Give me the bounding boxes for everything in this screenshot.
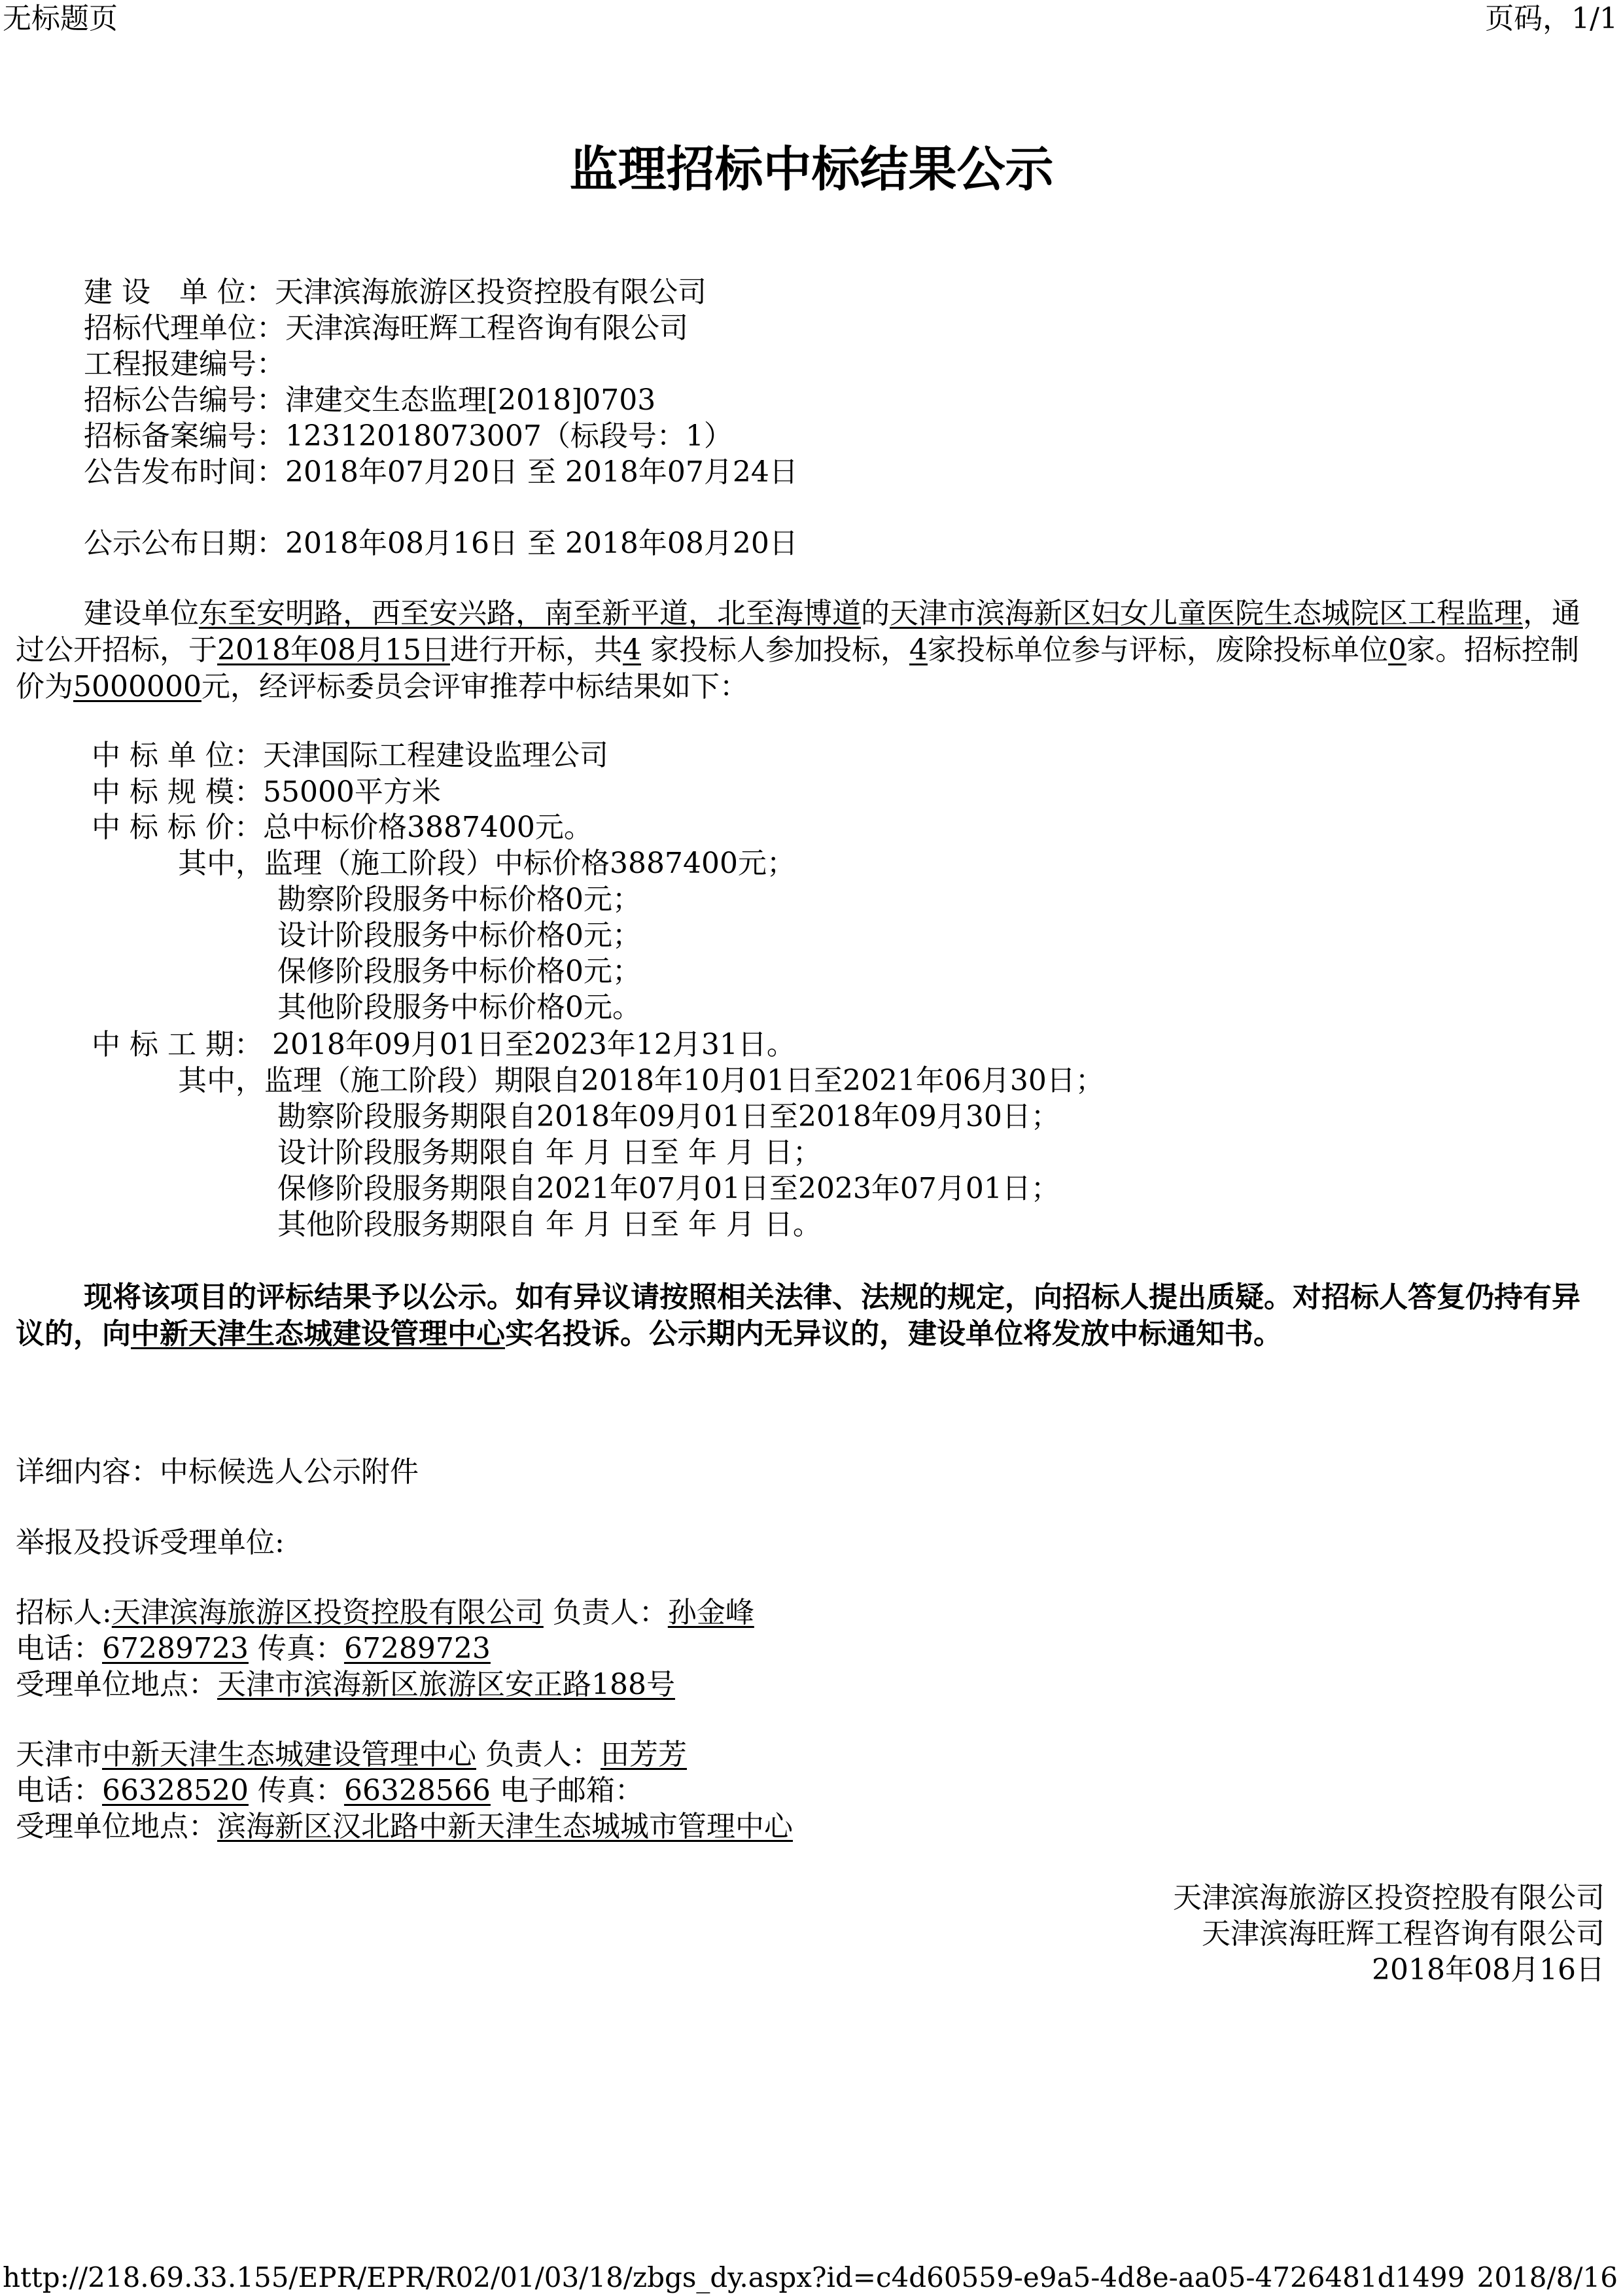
authority-person: 田芳芳 <box>601 1738 687 1771</box>
signature-date: 2018年08月16日 <box>1372 1953 1605 1987</box>
tenderer-label: 招标人: <box>16 1596 112 1629</box>
winner-unit: 中 标 单 位：天津国际工程建设监理公司 <box>92 739 608 772</box>
tenderer-row <box>16 1597 754 1629</box>
price-item: 勘察阶段服务中标价格0元； <box>277 883 641 916</box>
record-no-value: 12312018073007（标段号：1） <box>285 419 733 453</box>
announce-label: 公示公布日期： <box>84 527 285 560</box>
period-item: 其中，监理（施工阶段）期限自2018年10月01日至2021年06月30日； <box>178 1064 1104 1097</box>
authority-address: 滨海新区汉北路中新天津生态城城市管理中心 <box>217 1810 793 1843</box>
authority-contact-row <box>16 1775 644 1807</box>
builder-label: 建 设 单 位： <box>84 275 275 309</box>
tenderer-fax: 67289723 <box>343 1632 491 1665</box>
intro-text: 建设单位 <box>84 597 199 630</box>
price-item: 保修阶段服务中标价格0元； <box>277 955 641 988</box>
authority-name: 中新天津生态城建设管理中心 <box>102 1738 476 1771</box>
price-item: 其他阶段服务中标价格0元。 <box>277 991 641 1024</box>
authority-fax-label: 传真： <box>248 1774 344 1807</box>
winner-price: 中 标 标 价：总中标价格3887400元。 <box>92 811 593 844</box>
agent-row <box>84 312 688 344</box>
project-location: 东至安明路，西至安兴路，南至新平道，北至海博道 <box>199 597 861 630</box>
period-item: 设计阶段服务期限自 年 月 日至 年 月 日； <box>277 1136 822 1169</box>
agent-value: 天津滨海旺辉工程咨询有限公司 <box>285 311 688 345</box>
intro-text: 进行开标，共 <box>449 633 623 667</box>
tenderer-address-row <box>16 1669 675 1701</box>
notice-text: 实名投诉。公示期内无异议的，建设单位将发放中标通知书。 <box>505 1317 1282 1351</box>
project-no-row <box>84 348 285 380</box>
tenderer-contact-row <box>16 1633 491 1665</box>
project-name: 天津市滨海新区妇女儿童医院生态城院区工程监理 <box>890 597 1523 630</box>
intro-text: 的 <box>861 597 890 630</box>
authority-address-label: 受理单位地点： <box>16 1810 217 1843</box>
intro-text: 家投标单位参与评标，废除投标单位 <box>927 633 1388 667</box>
header-title: 无标题页 <box>3 2 118 35</box>
rejected-count: 0 <box>1387 633 1406 667</box>
publish-row <box>84 456 798 488</box>
tenderer-fax-label: 传真： <box>248 1632 344 1665</box>
authority-person-label: 负责人： <box>476 1738 601 1771</box>
winner-scale: 中 标 规 模：55000平方米 <box>92 775 441 809</box>
footer-url: http://218.69.33.155/EPR/EPR/R02/01/03/18/zbgs_dy.aspx?id=c4d60559-e9a5-4d8e-aa05-4726481d1499 <box>3 2261 1465 2293</box>
details-line: 详细内容：中标候选人公示附件 <box>16 1455 419 1489</box>
period-item: 保修阶段服务期限自2021年07月01日至2023年07月01日； <box>277 1172 1060 1205</box>
tenderer-address-label: 受理单位地点： <box>16 1668 217 1701</box>
signature-line-1: 天津滨海旅游区投资控股有限公司 <box>1173 1881 1605 1915</box>
evaluated-count: 4 <box>909 633 928 667</box>
header-page-number: 页码，1/1 <box>1485 2 1618 35</box>
intro-text: 家。招标控制价为 <box>16 633 1579 703</box>
authority-fax: 66328566 <box>343 1774 491 1807</box>
notice-text: 现将该项目的评标结果予以公示。如有异议请按照相关法律、法规的规定，向招标人提出质疑。对招标人答复仍持有异议的，向 <box>16 1280 1580 1351</box>
record-no-label: 招标备案编号： <box>84 419 285 453</box>
notice-paragraph <box>16 1279 1602 1352</box>
notice-authority: 中新天津生态城建设管理中心 <box>131 1317 505 1351</box>
signature-line-2: 天津滨海旺辉工程咨询有限公司 <box>1202 1917 1605 1951</box>
notice-no-row <box>84 384 655 416</box>
agent-label: 招标代理单位： <box>84 311 285 345</box>
tenderer-tel-label: 电话： <box>16 1632 102 1665</box>
project-no-label: 工程报建编号： <box>84 347 285 381</box>
publish-value: 2018年07月20日 至 2018年07月24日 <box>285 455 798 489</box>
authority-prefix: 天津市 <box>16 1738 102 1771</box>
tenderer-name: 天津滨海旅游区投资控股有限公司 <box>111 1596 544 1629</box>
tenderer-person: 孙金峰 <box>667 1596 754 1629</box>
builder-row <box>84 276 707 308</box>
price-item: 设计阶段服务中标价格0元； <box>277 919 641 952</box>
authority-tel: 66328520 <box>102 1774 249 1807</box>
intro-text: 元，经评标委员会评审推荐中标结果如下： <box>201 670 748 703</box>
authority-row <box>16 1739 687 1771</box>
period-item: 勘察阶段服务期限自2018年09月01日至2018年09月30日； <box>277 1100 1060 1133</box>
notice-no-label: 招标公告编号： <box>84 383 285 417</box>
authority-address-row <box>16 1810 793 1843</box>
complaint-label: 举报及投诉受理单位: <box>16 1526 285 1559</box>
announce-row <box>84 527 798 559</box>
notice-no-value: 津建交生态监理[2018]0703 <box>285 383 656 417</box>
period-item: 其他阶段服务期限自 年 月 日至 年 月 日。 <box>277 1208 822 1241</box>
authority-email-label: 电子邮箱： <box>490 1774 644 1807</box>
control-price: 5000000 <box>73 670 201 703</box>
tenderer-person-label: 负责人： <box>543 1596 668 1629</box>
intro-text: 家投标人参加投标， <box>640 633 909 667</box>
record-no-row <box>84 420 733 452</box>
page-title: 监理招标中标结果公示 <box>569 141 1054 198</box>
winner-period: 中 标 工 期： 2018年09月01日至2023年12月31日。 <box>92 1028 795 1061</box>
footer-date: 2018/8/16 <box>1476 2261 1618 2293</box>
tenderer-address: 天津市滨海新区旅游区安正路188号 <box>217 1668 675 1701</box>
bidder-count: 4 <box>622 633 641 667</box>
announce-value: 2018年08月16日 至 2018年08月20日 <box>285 527 798 560</box>
authority-tel-label: 电话： <box>16 1774 102 1807</box>
tenderer-tel: 67289723 <box>102 1632 249 1665</box>
intro-text: ，通过公开招标，于 <box>16 597 1580 667</box>
price-item: 其中，监理（施工阶段）中标价格3887400元； <box>178 847 795 880</box>
intro-paragraph <box>16 595 1602 705</box>
publish-label: 公告发布时间： <box>84 455 285 489</box>
open-date: 2018年08月15日 <box>217 633 450 667</box>
builder-value: 天津滨海旅游区投资控股有限公司 <box>274 275 707 309</box>
